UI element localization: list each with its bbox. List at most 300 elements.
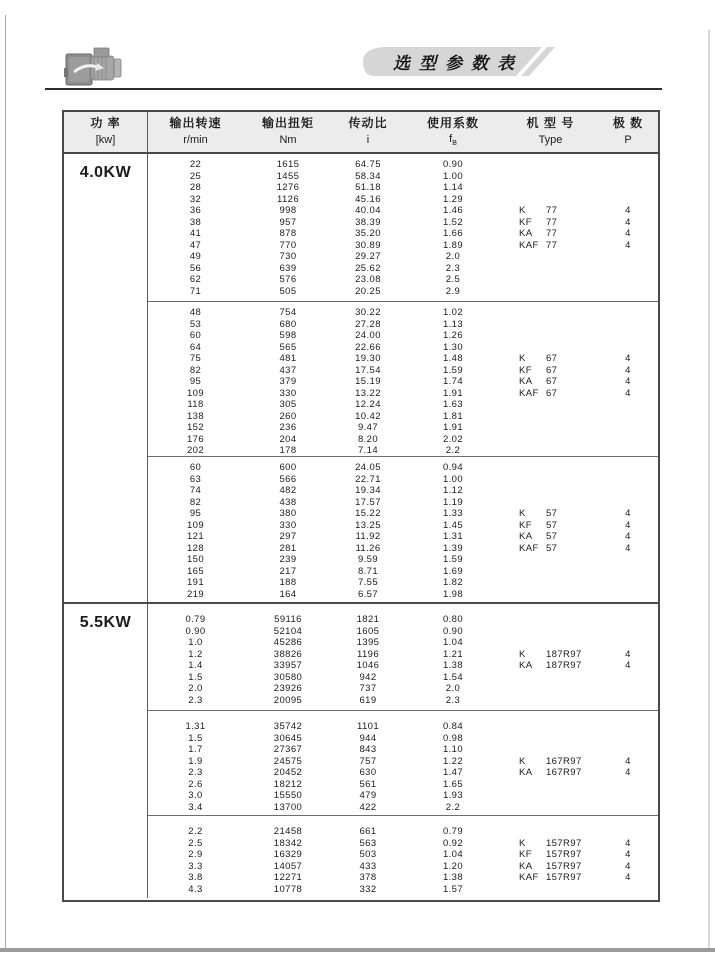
type-model: 157R97 <box>546 849 582 860</box>
cell-service-factor: 1.74 <box>442 376 464 387</box>
cell-ratio: 7.14 <box>357 445 379 456</box>
cell-torque: 260 <box>279 410 297 422</box>
table-row <box>148 319 658 331</box>
col-header-power: 功 率 [kw] <box>64 112 148 152</box>
cell-speed: 49 <box>189 251 202 262</box>
cell-speed: 3.4 <box>188 801 203 813</box>
cell-type <box>503 744 598 756</box>
page-title-ribbon <box>362 46 560 77</box>
cell-service-factor: 1.02 <box>442 307 464 318</box>
type-prefix: KA <box>519 228 533 239</box>
cell-poles <box>598 434 658 446</box>
cell-type <box>503 319 598 331</box>
cell-service-factor: 1.38 <box>442 872 464 883</box>
cell-ratio: 64.75 <box>355 159 381 170</box>
type-prefix: KF <box>519 364 532 376</box>
cell-poles: 4 <box>625 837 631 849</box>
cell-service-factor: 0.90 <box>442 159 464 170</box>
type-model: 57 <box>546 542 558 554</box>
ratio-blocks <box>148 604 658 898</box>
cell-torque: 957 <box>279 216 297 228</box>
cell-ratio: 30.89 <box>355 239 381 251</box>
table-row <box>148 497 658 509</box>
table-row <box>148 376 658 388</box>
cell-torque: 38826 <box>273 648 303 660</box>
cell-ratio: 661 <box>359 826 377 837</box>
type-model: 67 <box>546 364 558 376</box>
cell-torque: 998 <box>279 205 297 216</box>
type-model: 157R97 <box>546 837 582 849</box>
cell-type <box>503 365 598 377</box>
cell-service-factor: 1.47 <box>442 767 464 778</box>
cell-speed: 56 <box>189 262 202 274</box>
cell-service-factor: 1.00 <box>442 473 464 485</box>
cell-torque: 565 <box>279 341 297 353</box>
cell-speed: 32 <box>189 193 202 205</box>
cell-torque: 754 <box>279 307 297 318</box>
cell-ratio: 332 <box>359 883 377 895</box>
cell-ratio: 944 <box>359 732 377 744</box>
table-row <box>148 649 658 661</box>
cell-poles: 4 <box>625 849 631 860</box>
cell-service-factor: 2.02 <box>442 433 464 445</box>
type-model: 77 <box>546 239 558 251</box>
cell-speed: 128 <box>186 542 205 554</box>
cell-service-factor: 0.92 <box>442 837 464 849</box>
cell-poles <box>598 319 658 331</box>
cell-speed: 2.2 <box>188 826 203 837</box>
cell-service-factor: 1.65 <box>442 778 464 790</box>
cell-type <box>503 767 598 779</box>
cell-ratio: 24.00 <box>355 330 381 341</box>
type-prefix: KA <box>519 376 533 387</box>
cell-service-factor: 1.93 <box>442 790 464 801</box>
cell-type <box>503 695 598 707</box>
cell-poles <box>598 614 658 626</box>
col-header-service-factor: 使用系数 $f_B$ <box>426 115 479 148</box>
cell-ratio: 479 <box>359 790 377 801</box>
page-bottom-bar <box>0 948 715 952</box>
cell-torque: 1276 <box>276 182 300 193</box>
table-row <box>148 159 658 171</box>
table-row <box>148 462 658 474</box>
cell-speed: 53 <box>189 318 202 330</box>
cell-poles <box>598 342 658 354</box>
table-row <box>148 520 658 532</box>
type-prefix: KF <box>519 216 532 228</box>
cell-torque: 600 <box>279 462 297 473</box>
cell-speed: 0.79 <box>185 614 206 625</box>
cell-torque: 27367 <box>273 744 303 755</box>
cell-torque: 878 <box>279 228 297 239</box>
cell-torque: 239 <box>279 554 297 565</box>
type-prefix: KF <box>519 849 532 860</box>
cell-type <box>503 497 598 509</box>
cell-type <box>503 342 598 354</box>
type-prefix: KAF <box>519 239 539 251</box>
cell-torque: 20095 <box>273 694 303 706</box>
cell-type <box>503 171 598 183</box>
cell-service-factor: 1.46 <box>442 205 464 216</box>
type-prefix: KA <box>519 660 533 671</box>
type-model: 67 <box>546 376 558 387</box>
cell-service-factor: 2.5 <box>445 274 461 285</box>
cell-speed: 219 <box>186 588 205 600</box>
cell-service-factor: 2.0 <box>445 683 461 694</box>
cell-ratio: 30.22 <box>355 307 381 318</box>
cell-poles <box>598 802 658 814</box>
cell-type <box>503 462 598 474</box>
table-row <box>148 205 658 217</box>
data-block <box>148 301 658 456</box>
cell-poles: 4 <box>625 860 631 872</box>
cell-type <box>503 849 598 861</box>
cell-ratio: 35.20 <box>355 228 381 239</box>
cell-service-factor: 1.14 <box>442 182 464 193</box>
cell-ratio: 9.59 <box>357 554 379 565</box>
cell-torque: 59116 <box>274 614 302 625</box>
cell-service-factor: 1.81 <box>442 410 464 422</box>
cell-poles <box>598 307 658 319</box>
data-block <box>148 815 658 898</box>
table-row <box>148 756 658 768</box>
cell-torque: 18342 <box>273 837 303 849</box>
cell-service-factor: 0.90 <box>442 625 464 637</box>
cell-torque: 1615 <box>276 159 300 170</box>
table-row <box>148 228 658 240</box>
cell-torque: 45286 <box>273 637 303 648</box>
cell-speed: 165 <box>186 565 205 577</box>
cell-ratio: 503 <box>359 849 377 860</box>
parameter-table <box>62 110 660 902</box>
cell-type <box>503 263 598 275</box>
table-row <box>148 251 658 263</box>
cell-service-factor: 1.22 <box>442 755 464 767</box>
cell-speed: 2.0 <box>188 683 203 694</box>
cell-torque: 15550 <box>273 790 303 801</box>
table-row <box>148 543 658 555</box>
cell-speed: 28 <box>189 182 202 193</box>
cell-torque: 770 <box>279 239 297 251</box>
table-row <box>148 838 658 850</box>
cell-service-factor: 1.13 <box>442 318 464 330</box>
cell-speed: 62 <box>189 274 202 285</box>
cell-torque: 305 <box>279 399 297 410</box>
cell-ratio: 23.08 <box>355 274 381 285</box>
cell-poles <box>598 485 658 497</box>
cell-torque: 330 <box>279 519 297 531</box>
cell-type <box>503 660 598 672</box>
cell-type <box>503 589 598 601</box>
cell-torque: 380 <box>279 508 297 519</box>
cell-torque: 481 <box>279 353 297 364</box>
cell-torque: 438 <box>279 496 297 508</box>
table-row <box>148 790 658 802</box>
cell-type <box>503 411 598 423</box>
header-divider-line <box>45 88 662 90</box>
cell-torque: 730 <box>279 251 297 262</box>
cell-service-factor: 1.30 <box>442 341 464 353</box>
cell-poles <box>598 251 658 263</box>
cell-torque: 437 <box>279 364 297 376</box>
cell-speed: 38 <box>189 216 202 228</box>
cell-poles <box>598 744 658 756</box>
cell-poles <box>598 182 658 194</box>
cell-type <box>503 649 598 661</box>
cell-poles: 4 <box>625 531 631 542</box>
table-row <box>148 485 658 497</box>
cell-type <box>503 733 598 745</box>
table-row <box>148 767 658 779</box>
cell-service-factor: 1.04 <box>442 849 464 860</box>
cell-poles: 4 <box>625 364 631 376</box>
cell-service-factor: 2.3 <box>445 262 461 274</box>
cell-type <box>503 228 598 240</box>
cell-poles <box>598 721 658 733</box>
table-row <box>148 411 658 423</box>
cell-type <box>503 485 598 497</box>
cell-service-factor: 1.45 <box>442 519 464 531</box>
cell-torque: 10778 <box>273 883 303 895</box>
page-title: 选型参数表 <box>393 54 523 73</box>
cell-service-factor: 1.52 <box>442 216 464 228</box>
cell-poles <box>598 330 658 342</box>
type-model: 57 <box>546 508 558 519</box>
cell-poles <box>598 445 658 456</box>
cell-torque: 18212 <box>273 778 303 790</box>
type-model: 187R97 <box>546 648 582 660</box>
table-row <box>148 733 658 745</box>
table-row <box>148 531 658 543</box>
table-row <box>148 217 658 229</box>
cell-poles <box>598 626 658 638</box>
cell-service-factor: 1.98 <box>442 588 464 600</box>
cell-speed: 64 <box>189 341 202 353</box>
cell-service-factor: 2.2 <box>445 445 461 456</box>
power-column-cell <box>64 154 148 602</box>
type-model: 77 <box>546 228 558 239</box>
cell-ratio: 8.71 <box>357 565 379 577</box>
ratio-blocks <box>148 154 658 602</box>
cell-speed: 2.6 <box>188 778 203 790</box>
cell-type <box>503 251 598 263</box>
cell-torque: 16329 <box>273 849 303 860</box>
cell-type <box>503 637 598 649</box>
cell-poles <box>598 497 658 509</box>
type-prefix: KAF <box>519 542 539 554</box>
cell-torque: 576 <box>279 274 297 285</box>
cell-speed: 118 <box>187 399 204 410</box>
data-block <box>148 604 658 710</box>
cell-service-factor: 1.48 <box>442 353 464 364</box>
cell-type <box>503 543 598 555</box>
cell-speed: 25 <box>189 170 202 182</box>
cell-poles: 4 <box>625 228 631 239</box>
cell-speed: 1.0 <box>188 637 203 648</box>
cell-speed: 0.90 <box>185 625 206 637</box>
cell-torque: 188 <box>279 577 297 588</box>
cell-poles: 4 <box>625 542 631 554</box>
cell-service-factor: 1.20 <box>442 860 464 872</box>
cell-service-factor: 1.19 <box>442 496 464 508</box>
col-header-type: 机 型 号 Type <box>526 116 575 146</box>
cell-ratio: 17.54 <box>355 364 381 376</box>
col-header-speed: 输出转速 r/min <box>169 116 222 146</box>
cell-speed: 60 <box>189 330 202 341</box>
col-header-poles: 极 数 P <box>612 116 644 146</box>
power-column-cell <box>64 604 148 898</box>
cell-speed: 71 <box>189 285 202 297</box>
cell-speed: 109 <box>186 519 205 531</box>
cell-torque: 566 <box>279 473 297 485</box>
table-row <box>148 388 658 400</box>
cell-poles: 4 <box>625 872 631 883</box>
cell-service-factor: 1.10 <box>442 744 464 755</box>
type-model: 187R97 <box>546 660 582 671</box>
cell-service-factor: 2.0 <box>445 251 461 262</box>
cell-service-factor: 1.04 <box>442 637 464 648</box>
table-row <box>148 307 658 319</box>
cell-speed: 74 <box>189 485 202 496</box>
cell-type <box>503 779 598 791</box>
cell-speed: 48 <box>189 307 202 318</box>
cell-service-factor: 1.26 <box>442 330 464 341</box>
type-prefix: KA <box>519 860 533 872</box>
cell-poles <box>598 462 658 474</box>
cell-torque: 30645 <box>273 732 303 744</box>
cell-type <box>503 399 598 411</box>
cell-speed: 3.0 <box>188 790 203 801</box>
cell-ratio: 563 <box>359 837 377 849</box>
cell-ratio: 29.27 <box>355 251 381 262</box>
table-row <box>148 353 658 365</box>
cell-poles <box>598 286 658 298</box>
col-header-torque: 输出扭矩 Nm <box>261 116 314 146</box>
cell-ratio: 1101 <box>356 721 380 732</box>
table-row <box>148 826 658 838</box>
cell-ratio: 433 <box>359 860 377 872</box>
cell-service-factor: 0.84 <box>442 721 464 732</box>
cell-torque: 178 <box>279 445 297 456</box>
cell-poles <box>598 672 658 684</box>
cell-poles <box>598 399 658 411</box>
cell-poles <box>598 695 658 707</box>
cell-torque: 1126 <box>276 193 300 205</box>
cell-ratio: 19.34 <box>355 485 381 496</box>
cell-ratio: 13.25 <box>355 519 381 531</box>
table-row <box>148 779 658 791</box>
cell-ratio: 20.25 <box>355 285 381 297</box>
type-prefix: KAF <box>519 872 539 883</box>
type-prefix: K <box>519 508 526 519</box>
cell-poles <box>598 474 658 486</box>
table-row <box>148 577 658 589</box>
table-row <box>148 263 658 275</box>
cell-torque: 35742 <box>273 721 303 732</box>
col-header-ratio: 传动比 i <box>348 116 388 146</box>
cell-type <box>503 474 598 486</box>
cell-ratio: 12.24 <box>355 399 381 410</box>
cell-ratio: 25.62 <box>355 262 381 274</box>
cell-poles: 4 <box>625 205 631 216</box>
cell-service-factor: 2.9 <box>445 285 461 297</box>
table-row <box>148 422 658 434</box>
cell-poles <box>598 171 658 183</box>
cell-type <box>503 861 598 873</box>
type-prefix: K <box>519 755 526 767</box>
cell-speed: 1.5 <box>188 732 203 744</box>
cell-service-factor: 1.54 <box>442 671 464 683</box>
cell-type <box>503 554 598 566</box>
cell-ratio: 22.71 <box>355 473 381 485</box>
cell-type <box>503 577 598 589</box>
cell-ratio: 10.42 <box>355 410 381 422</box>
cell-torque: 482 <box>279 485 297 496</box>
cell-poles <box>598 790 658 802</box>
type-model: 167R97 <box>546 755 582 767</box>
cell-type <box>503 531 598 543</box>
cell-ratio: 45.16 <box>355 193 381 205</box>
cell-poles: 4 <box>625 519 631 531</box>
cell-speed: 109 <box>186 387 205 399</box>
cell-service-factor: 1.82 <box>442 577 464 588</box>
cell-torque: 164 <box>279 588 297 600</box>
cell-poles: 4 <box>625 648 631 660</box>
table-row <box>148 849 658 861</box>
cell-service-factor: 1.31 <box>442 531 464 542</box>
table-row <box>148 554 658 566</box>
cell-poles <box>598 683 658 695</box>
data-block <box>148 710 658 815</box>
cell-service-factor: 0.94 <box>442 462 464 473</box>
cell-poles <box>598 194 658 206</box>
cell-type <box>503 330 598 342</box>
cell-type <box>503 353 598 365</box>
cell-ratio: 1821 <box>356 614 380 625</box>
cell-speed: 138 <box>186 410 205 422</box>
cell-service-factor: 1.91 <box>442 387 464 399</box>
type-prefix: K <box>519 837 526 849</box>
table-row <box>148 445 658 456</box>
type-prefix: KA <box>519 767 533 778</box>
cell-type <box>503 721 598 733</box>
cell-ratio: 1605 <box>356 625 380 637</box>
cell-speed: 47 <box>189 239 202 251</box>
cell-ratio: 24.05 <box>355 462 381 473</box>
table-row <box>148 884 658 896</box>
table-row <box>148 721 658 733</box>
cell-ratio: 51.18 <box>355 182 381 193</box>
cell-service-factor: 1.12 <box>442 485 464 496</box>
cell-poles: 4 <box>625 508 631 519</box>
power-label: 5.5KW <box>79 614 132 631</box>
page-left-edge <box>5 15 6 948</box>
cell-poles <box>598 566 658 578</box>
cell-poles: 4 <box>625 387 631 399</box>
cell-poles: 4 <box>625 353 631 364</box>
cell-ratio: 15.22 <box>355 508 381 519</box>
cell-speed: 3.3 <box>188 860 203 872</box>
cell-ratio: 7.55 <box>357 577 379 588</box>
cell-type <box>503 376 598 388</box>
table-row <box>148 589 658 601</box>
cell-poles <box>598 637 658 649</box>
cell-service-factor: 1.29 <box>442 193 464 205</box>
cell-ratio: 13.22 <box>355 387 381 399</box>
cell-service-factor: 0.80 <box>442 614 464 625</box>
cell-type <box>503 205 598 217</box>
cell-speed: 63 <box>189 473 202 485</box>
